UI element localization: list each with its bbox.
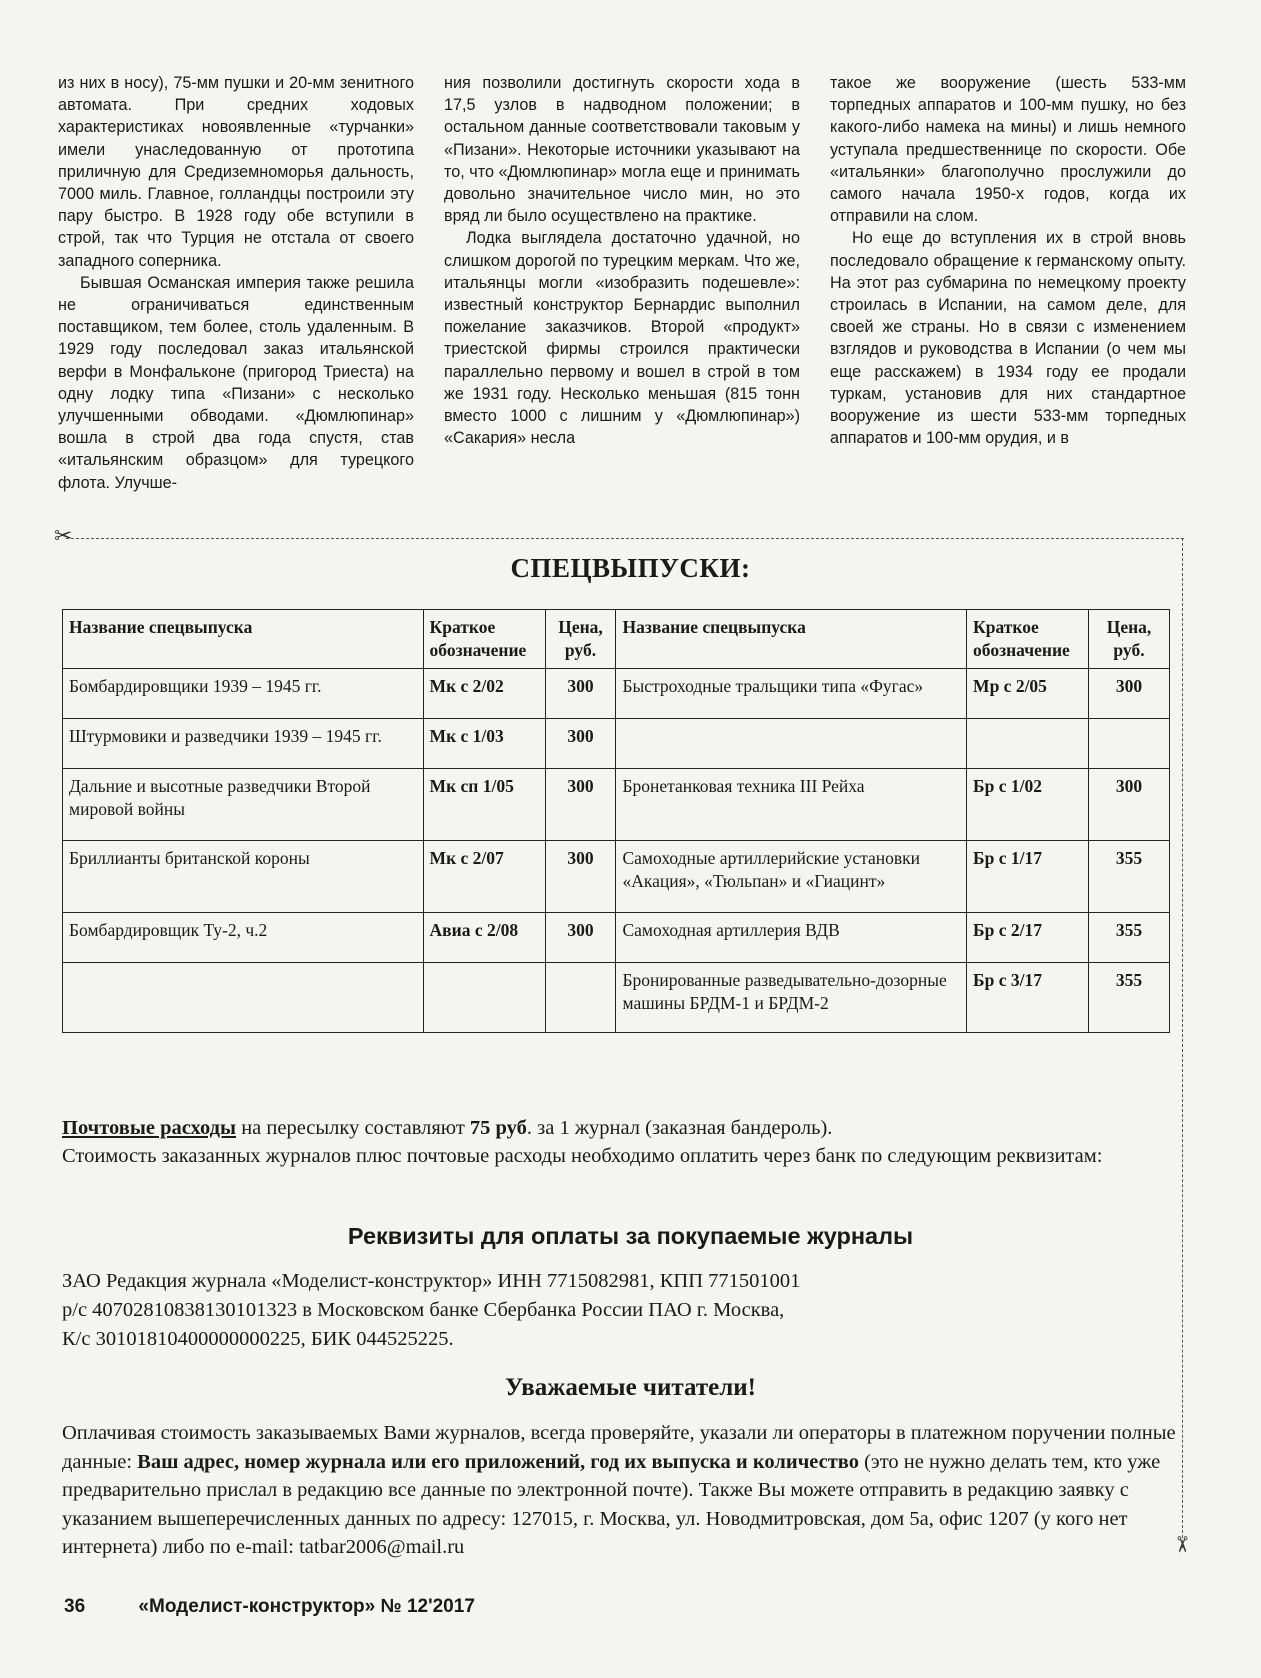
- item-name: Штурмовики и разведчики 1939 – 1945 гг.: [63, 719, 424, 769]
- paragraph: Бывшая Османская империя также решила не ограничиваться единственным поставщиком, тем более, столь удаленным. В 1929 году последовал заказ итальянской верфи в Монфальконе (пригород Триеста) на одну лодку типа «Пизани» с несколько улучшенными обводами. «Дюмлюпинар» вошла в строй два года спустя, став «итальянским образцом» для турецкого флота. Улучше-: [58, 273, 414, 492]
- item-code: Бр с 2/17: [967, 913, 1089, 963]
- column-header-price: Цена, руб.: [545, 610, 616, 669]
- item-name: [63, 963, 424, 1033]
- item-code: Мк с 2/07: [423, 841, 545, 913]
- item-name: [616, 719, 967, 769]
- item-price: [545, 963, 616, 1033]
- item-price: 355: [1089, 963, 1170, 1033]
- paragraph: Лодка выглядела достаточно удачной, но слишком дорогой по турецким меркам. Что же, итальянцы могли «изобразить подешевле»: известный конструктор Бернардис выполнил пожелание заказчиков. Второй «продукт» триестской фирмы строился практически параллельно первому и вошел в строй в том же 1931 году. Несколько меньшая (815 тонн вместо 1000 с лишним у «Дюмлюпинар») «Сакария» несла: [444, 229, 800, 448]
- readers-text: Оплачивая стоимость заказываемых Вами журналов, всегда проверяйте, указали ли операторы в платежном поручении полные данные:: [62, 1422, 1176, 1473]
- table-row: [63, 841, 1170, 913]
- paragraph: Но еще до вступления их в строй вновь последовало обращение к германскому опыту. На этот раз субмарина по немецкому проекту строилась в Испании, на самом деле, для своей же страны. Но в связи с изменением взглядов и руководства в Испании (о чем мы еще расскажем) в 1934 году ее продали туркам, установив для них стандартное вооружение из шести 533-мм торпедных аппаратов и 100-мм орудия, и в: [830, 229, 1186, 448]
- postal-label: Почтовые расходы: [62, 1117, 237, 1139]
- paragraph: ния позволили достигнуть скорости хода в 17,5 узлов в надводном положении; в остальном данные соответствовали таковым у «Пизани». Некоторые источники указывают на то, что «Дюмлюпинар» могла еще и принимать довольно значительное число мин, но это вряд ли было осуществлено на практике.: [444, 74, 800, 226]
- item-name: Самоходная артиллерия ВДВ: [616, 913, 967, 963]
- postal-text: на пересылку составляют: [236, 1117, 470, 1139]
- item-price: [1089, 719, 1170, 769]
- table-row: [63, 963, 1170, 1033]
- item-price: 300: [1089, 769, 1170, 841]
- item-code: Мк сп 1/05: [423, 769, 545, 841]
- item-code: [423, 963, 545, 1033]
- item-price: 300: [545, 769, 616, 841]
- postal-amount: 75 руб: [469, 1117, 527, 1139]
- item-code: Авиа с 2/08: [423, 913, 545, 963]
- readers-note: [62, 1419, 1182, 1562]
- table-row: [63, 719, 1170, 769]
- article-column-2: [444, 72, 800, 494]
- item-code: [967, 719, 1089, 769]
- table-row: [63, 913, 1170, 963]
- item-name: Бомбардировщик Ту-2, ч.2: [63, 913, 424, 963]
- item-price: 300: [545, 841, 616, 913]
- magazine-issue: «Моделист-конструктор» № 12'2017: [138, 1596, 475, 1617]
- item-name: Бронетанковая техника III Рейха: [616, 769, 967, 841]
- item-name: Самоходные артиллерийские установки «Акация», «Тюльпан» и «Гиацинт»: [616, 841, 967, 913]
- specials-table: [62, 609, 1170, 1033]
- item-price: 300: [545, 719, 616, 769]
- requisites-line: р/с 40702810838130101323 в Московском банке Сбербанка России ПАО г. Москва,: [62, 1299, 785, 1321]
- item-price: 300: [545, 913, 616, 963]
- item-price: 355: [1089, 841, 1170, 913]
- scissors-icon: ✂: [1168, 1535, 1194, 1554]
- item-price: 355: [1089, 913, 1170, 963]
- column-header-price: Цена, руб.: [1089, 610, 1170, 669]
- item-code: Бр с 1/17: [967, 841, 1089, 913]
- paragraph: из них в носу), 75-мм пушки и 20-мм зенитного автомата. При средних ходовых характеристиках новоявленные «турчанки» имели унаследованную от прототипа приличную для Средиземноморья дальность, 7000 миль. Главное, голландцы построили эту пару быстро. В 1928 году обе вступили в строй, так что Турция не отстала от своего западного соперника.: [58, 74, 414, 270]
- readers-text: (это не нужно делать тем, кто уже предварительно прислал в редакцию все данные по электронной почте). Также Вы можете отправить в редакцию заявку с указанием вышеперечисленных данных по адресу: 127015, г. Москва, ул. Новодмитровская, дом 5а, офис 1207 (у кого нет интернета) либо по e-mail: tatbar2006@mail.ru: [62, 1450, 1161, 1558]
- readers-title: Уважаемые читатели!: [505, 1374, 756, 1401]
- page-footer: [64, 1596, 523, 1618]
- item-code: Мк с 2/02: [423, 669, 545, 719]
- readers-required-data: Ваш адрес, номер журнала или его приложений, год их выпуска и количество: [137, 1450, 859, 1473]
- item-name: Быстроходные тральщики типа «Фугас»: [616, 669, 967, 719]
- item-name: Бомбардировщики 1939 – 1945 гг.: [63, 669, 424, 719]
- table-row: [63, 769, 1170, 841]
- item-name: Дальние и высотные разведчики Второй мировой войны: [63, 769, 424, 841]
- page-number: 36: [64, 1596, 86, 1617]
- item-code: Бр с 1/02: [967, 769, 1089, 841]
- article-column-1: [58, 72, 414, 494]
- article-columns: [58, 72, 1188, 494]
- column-header-name: Название спецвыпуска: [63, 610, 424, 669]
- column-header-name: Название спецвыпуска: [616, 610, 967, 669]
- requisites-block: [62, 1267, 1182, 1354]
- requisites-line: ЗАО Редакция журнала «Моделист-конструктор» ИНН 7715082981, КПП 771501001: [62, 1270, 801, 1292]
- cut-line-top: [66, 538, 1184, 539]
- specials-title: СПЕЦВЫПУСКИ:: [510, 553, 751, 583]
- postal-text: . за 1 журнал (заказная бандероль).: [526, 1117, 833, 1139]
- table-header-row: [63, 610, 1170, 669]
- requisites-title: Реквизиты для оплаты за покупаемые журналы: [347, 1223, 914, 1249]
- article-column-3: [830, 72, 1186, 494]
- item-code: Мр с 2/05: [967, 669, 1089, 719]
- table-row: [63, 669, 1170, 719]
- item-price: 300: [545, 669, 616, 719]
- item-code: Мк с 1/03: [423, 719, 545, 769]
- column-header-code: Краткое обозначение: [967, 610, 1089, 669]
- postal-info: [62, 1114, 1182, 1170]
- column-header-code: Краткое обозначение: [423, 610, 545, 669]
- paragraph: такое же вооружение (шесть 533-мм торпедных аппаратов и 100-мм пушку, но без какого-либо намека на мины) и лишь немного уступала предшественнице по скорости. Обе «итальянки» благополучно прослужили до самого начала 1950-х годов, когда их отправили на слом.: [830, 74, 1186, 226]
- item-code: Бр с 3/17: [967, 963, 1089, 1033]
- scissors-icon: ✂: [54, 524, 73, 549]
- requisites-line: К/с 30101810400000000225, БИК 044525225.: [62, 1328, 454, 1350]
- item-name: Бриллианты британской короны: [63, 841, 424, 913]
- item-price: 300: [1089, 669, 1170, 719]
- postal-payment-note: Стоимость заказанных журналов плюс почтовые расходы необходимо оплатить через банк по следующим реквизитам:: [62, 1145, 1103, 1167]
- item-name: Бронированные разведывательно-дозорные машины БРДМ-1 и БРДМ-2: [616, 963, 967, 1033]
